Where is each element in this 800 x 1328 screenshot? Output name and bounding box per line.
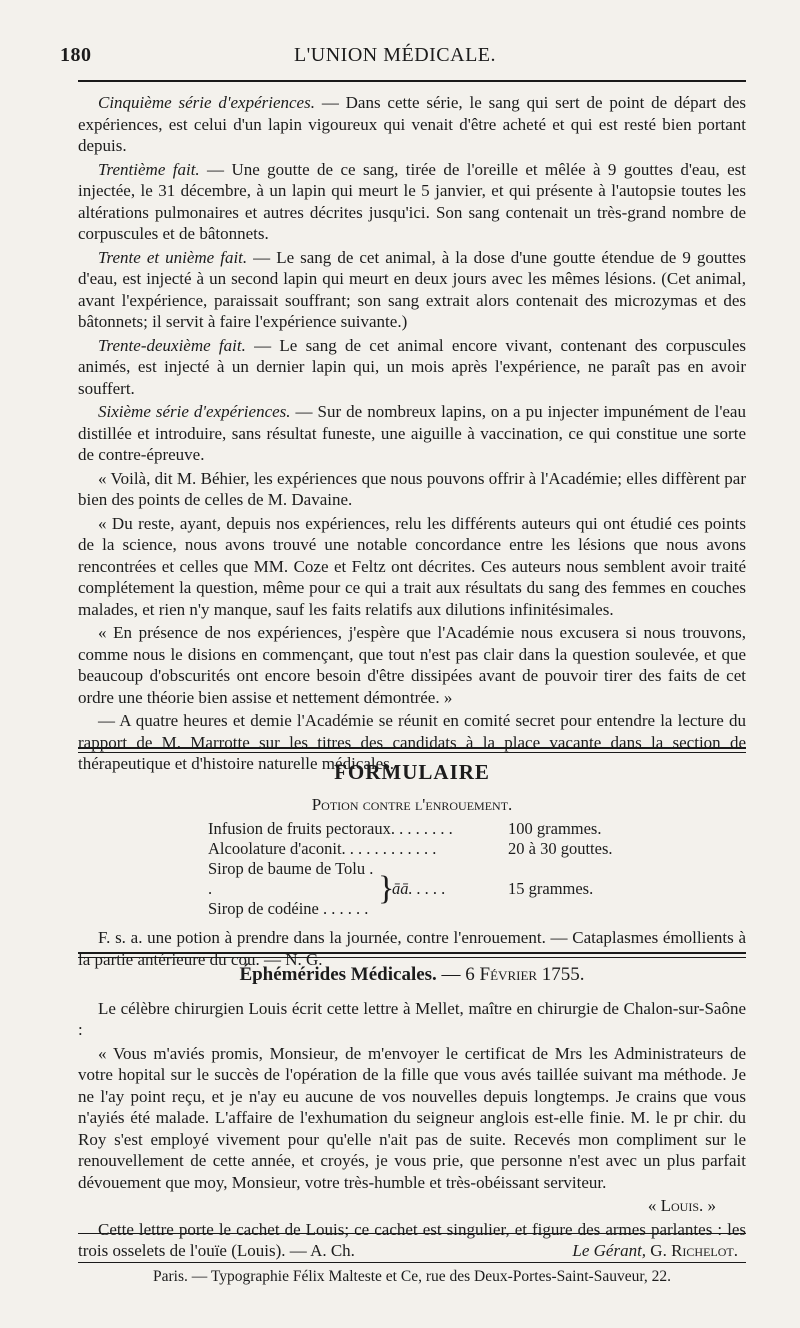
prescription-row: Alcoolature d'aconit. . . . . . . . . . . . 20 à 30 gouttes.: [208, 839, 613, 858]
prescription-row-group: Sirop de baume de Tolu . . Sirop de codéine . . . . . . } āā. . . . . 15 grammes.: [208, 859, 594, 918]
paragraph: Trente et unième fait. — Le sang de cet animal, à la dose d'une goutte étendue de 9 gouttes d'eau, est injecté à un second lapin qui meurt en deux jours avec les mêmes lésions. (Cet animal, avant l'expérience, paraissait souffrant; son sang extrait alors contenait des microzymas et des bâtonnets; il servit à faire l'expérience suivante.): [78, 247, 746, 331]
formulaire-subtitle: Potion contre l'enrouement.: [311, 794, 513, 814]
ephemerides-title: Éphémérides Médicales. — 6 Février 1755.: [239, 964, 585, 985]
header-rule: [78, 80, 746, 82]
journal-title: L'UNION MÉDICALE.: [293, 44, 497, 66]
section-rule: [78, 1233, 746, 1234]
footer-rule: [78, 1262, 746, 1263]
page-header: [60, 44, 730, 76]
prescription-row: Infusion de fruits pectoraux. . . . . . . . 100 grammes.: [208, 819, 602, 838]
paragraph: Trentième fait. — Une goutte de ce sang, tirée de l'oreille et mêlée à 9 gouttes d'eau, est injectée, le 31 décembre, à un lapin qui meurt le 5 janvier, et qui présente à l'autopsie toutes les altérations pulmonaires et autres décrites jusqu'ici. Son sang contenait un très-grand nombre de corpuscules et de bâtonnets.: [78, 159, 746, 243]
prescription: [208, 819, 746, 919]
page-number: 180: [60, 44, 92, 66]
paragraph: Sixième série d'expériences. — Sur de nombreux lapins, on a pu injecter impunément de l'eau distillée et introduire, sans résultat funeste, une aiguille à vaccination, ce qui constitue une sorte de contre-épreuve.: [78, 402, 746, 464]
article-body: [78, 92, 746, 777]
brace-icon: }: [378, 870, 395, 907]
printer-footer: Paris. — Typographie Félix Malteste et Ce, rue des Deux-Portes-Saint-Sauveur, 22.: [152, 1268, 672, 1285]
paragraph: Cinquième série d'expériences. — Dans cette série, le sang qui sert de point de départ des expériences, est celui d'un lapin vigoureux qui venait d'être acheté et qui est resté bien portant depuis.: [78, 93, 747, 155]
section-rule: [78, 957, 746, 958]
ephemerides-section: [78, 964, 746, 1264]
paragraph: « En présence de nos expériences, j'espère que l'Académie nous excusera si nous trouvons, comme nous le disions en commençant, que tout n'est pas clair dans la question soulevée, et que beaucoup d'obscurités ont encore besoin d'être dissipées avant de pouvoir tirer des faits de cet ordre une théorie bien assise et nettement démontrée. »: [78, 623, 746, 707]
paragraph: Cette lettre porte le cachet de Louis; ce cachet est singulier, et figure des armes parlantes : les trois osselets de l'ouïe (Louis). — A. Ch.: [78, 1219, 746, 1260]
paragraph: « Du reste, ayant, depuis nos expériences, relu les différents auteurs qui ont étudié ces points de la science, nous avons trouvé une notable concordance entre les lésions que nous avons rencontrées et celles que MM. Coze et Feltz ont décrites. Ces auteurs nous semblent avoir traité complétement la question, même pour ce qui a trait aux résultats du sang des femmes en couches malades, et rien n'y manque, sauf les faits relatifs aux dilutions infinitésimales.: [78, 513, 746, 619]
formulaire-section: [78, 762, 746, 972]
section-rule: [78, 747, 746, 749]
section-rule: [78, 752, 746, 753]
paragraph: « Voilà, dit M. Béhier, les expériences que nous pouvons offrir à l'Académie; elles diffèrent par bien des points de celles de M. Davaine.: [78, 468, 746, 509]
paragraph: « Vous m'aviés promis, Monsieur, de m'envoyer le certificat de Mrs les Administrateurs de votre hopital sur le succès de l'opération de la fille que vous avés taillée suivant ma méthode. Je ne l'ay point reçu, et je n'ay eu aucune de vos nouvelles depuis longtemps. Je crains que vous n'ayiés été malade. L'affaire de l'exhumation du seigneur anglois est-elle finie. M. le pr chir. du Roy s'est employé vivement pour qu'elle n'ait pas de suite. Recevés mon compliment sur le renouvellement de cette année, et croyés, je vous prie, que personne n'est avec un plus parfait dévouement que moy, Monsieur, votre très-humble et très-obéissant serviteur.: [78, 1043, 746, 1192]
paragraph: Le célèbre chirurgien Louis écrit cette lettre à Mellet, maître en chirurgie de Chalon-sur-Saône :: [78, 998, 746, 1039]
formulaire-note: F. s. a. une potion à prendre dans la journée, contre l'enrouement. — Cataplasmes émollients à la partie antérieure du cou. — N. G.: [78, 928, 746, 969]
formulaire-title: FORMULAIRE: [334, 760, 490, 784]
paragraph: Trente-deuxième fait. — Le sang de cet animal encore vivant, contenant des corpuscules animés, est injecté à un dernier lapin qui, un mois après l'expérience, ne paraît pas en avoir souffert.: [78, 335, 746, 398]
signature: Le Gérant, G. Richelot.: [572, 1241, 738, 1260]
paragraph: — A quatre heures et demie l'Académie se réunit en comité secret pour entendre la lecture du rapport de M. Marrotte sur les titres des candidats à la place vacante dans la section de thérapeutique et d'histoire naturelle médicales.: [78, 711, 746, 773]
section-rule: [78, 952, 746, 954]
letter-signoff: « Louis. »: [647, 1196, 716, 1215]
